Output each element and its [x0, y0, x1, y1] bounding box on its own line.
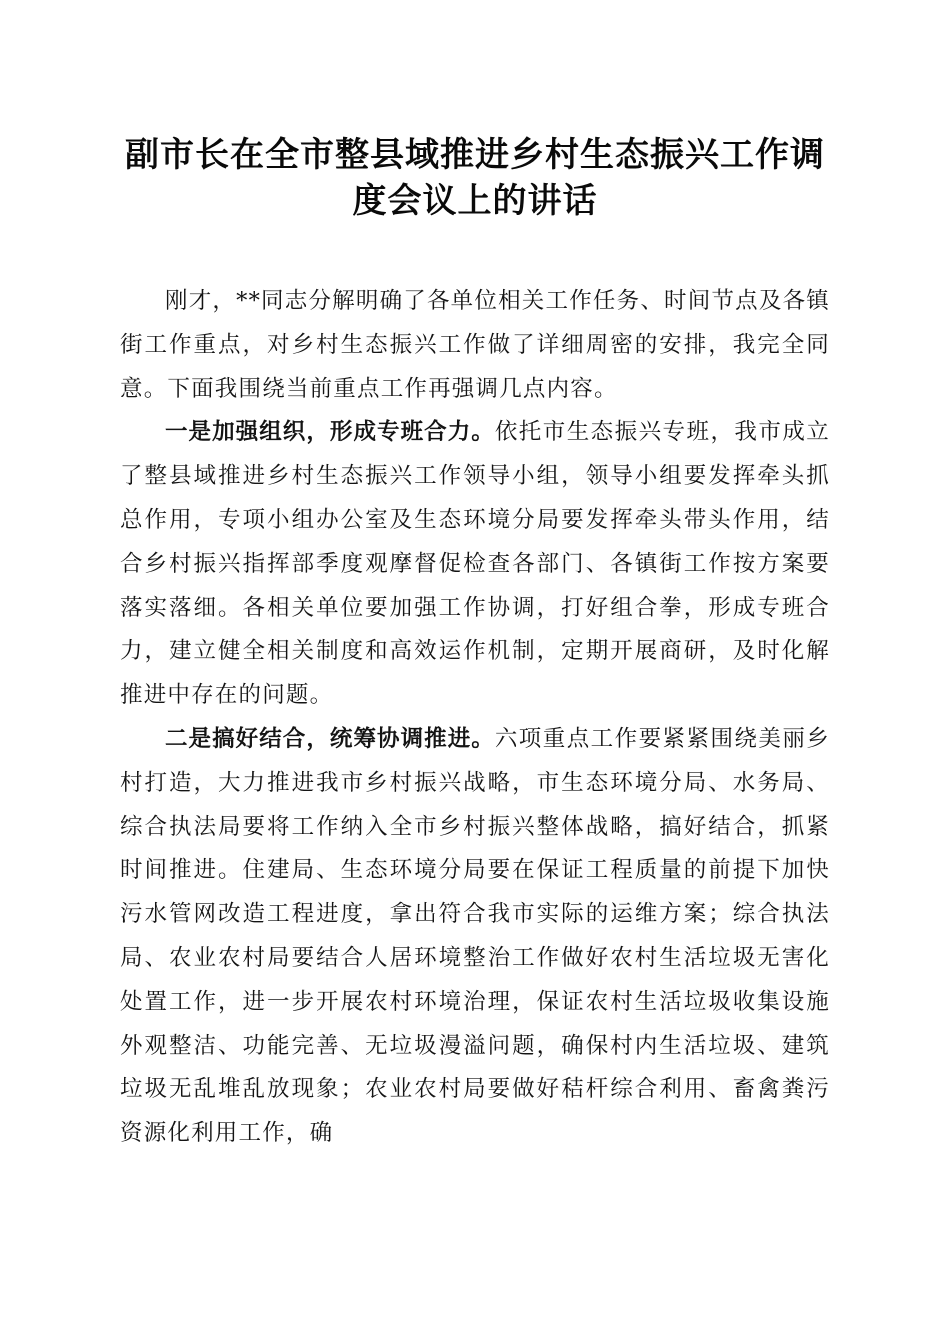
paragraph-point-1 — [120, 411, 830, 718]
paragraph-text: 刚才，**同志分解明确了各单位相关工作任务、时间节点及各镇街工作重点，对乡村生态振兴工作做了详细周密的安排，我完全同意。下面我围绕当前重点工作再强调几点内容。 — [120, 288, 830, 402]
paragraph-text: 六项重点工作要紧紧围绕美丽乡村打造，大力推进我市乡村振兴战略，市生态环境分局、水务局、综合执法局要将工作纳入全市乡村振兴整体战略，搞好结合，抓紧时间推进。住建局、生态环境分局要在保证工程质量的前提下加快污水管网改造工程进度，拿出符合我市实际的运维方案；综合执法局、农业农村局要结合人居环境整治工作做好农村生活垃圾无害化处置工作，进一步开展农村环境治理，保证农村生活垃圾收集设施外观整洁、功能完善、无垃圾漫溢问题，确保村内生活垃圾、建筑垃圾无乱堆乱放现象；农业农村局要做好秸杆综合利用、畜禽粪污资源化利用工作，确 — [120, 725, 830, 1147]
paragraph-intro — [120, 280, 830, 411]
document-body — [120, 280, 830, 1170]
paragraph-text: 依托市生态振兴专班，我市成立了整县域推进乡村生态振兴工作领导小组，领导小组要发挥牵头抓总作用，专项小组办公室及生态环境分局要发挥牵头带头作用，结合乡村振兴指挥部季度观摩督促检查各部门、各镇街工作按方案要落实落细。各相关单位要加强工作协调，打好组合拳，形成专班合力，建立健全相关制度和高效运作机制，定期开展商研，及时化解推进中存在的问题。 — [120, 419, 830, 709]
title-line-1: 副市长在全市整县域推进乡村生态振兴工作调 — [125, 135, 825, 175]
paragraph-lead: 一是加强组织，形成专班合力。 — [165, 419, 495, 446]
paragraph-point-2 — [120, 718, 830, 1156]
paragraph-lead: 二是搞好结合，统筹协调推进。 — [165, 725, 495, 752]
title-line-2: 度会议上的讲话 — [352, 181, 598, 221]
page-title — [110, 132, 840, 224]
